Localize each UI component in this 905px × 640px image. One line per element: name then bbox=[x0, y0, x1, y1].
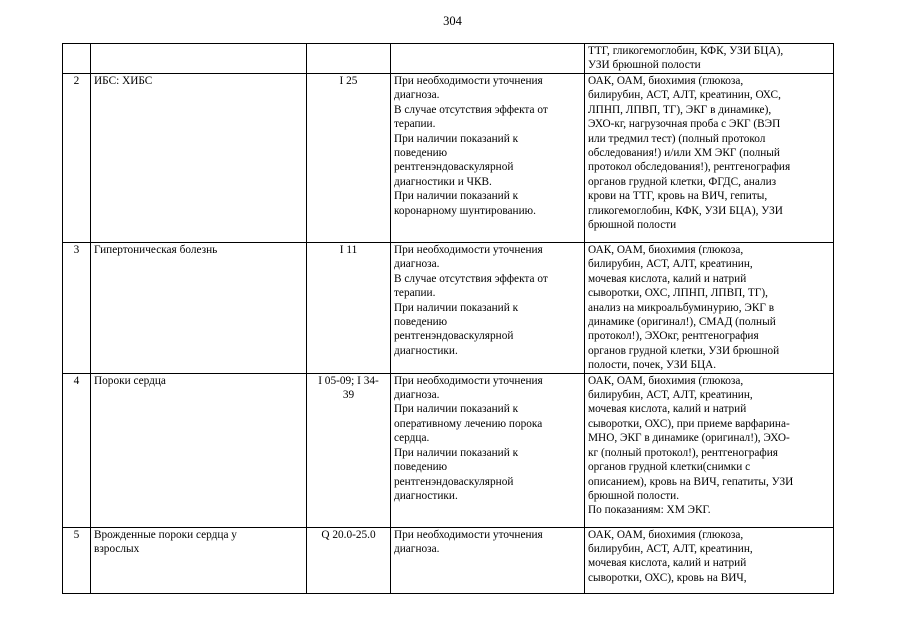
disease-name bbox=[91, 44, 307, 74]
diagnostics-table bbox=[62, 43, 834, 594]
indications-line: рентгенэндоваскулярной bbox=[394, 475, 514, 488]
required-tests-line: билирубин, АСТ, АЛТ, креатинин, bbox=[588, 543, 753, 556]
disease-name-line: Врожденные пороки сердца у bbox=[94, 528, 237, 541]
indications-line: диагноза. bbox=[394, 543, 440, 556]
row-number bbox=[63, 243, 91, 374]
required-tests-line: или тредмил тест) (полный протокол bbox=[588, 132, 766, 145]
icd-code bbox=[307, 243, 391, 374]
table-row bbox=[63, 243, 834, 374]
required-tests bbox=[585, 74, 834, 243]
indications-line: диагноза. bbox=[394, 258, 440, 271]
indications-line: сердца. bbox=[394, 432, 430, 445]
indications-line: поведению bbox=[394, 147, 448, 160]
required-tests-line: сыворотки, ОХС), при приеме варфарина- bbox=[588, 417, 790, 430]
indications-line: При необходимости уточнения bbox=[394, 244, 543, 256]
required-tests-line: органов грудной клетки, ФГДС, анализ bbox=[588, 175, 777, 188]
indications bbox=[391, 373, 585, 527]
required-tests bbox=[585, 527, 834, 593]
required-tests-line: органов грудной клетки, УЗИ брюшной bbox=[588, 344, 780, 357]
indications-line: диагноза. bbox=[394, 389, 440, 402]
required-tests-line: брюшной полости bbox=[588, 219, 677, 232]
indications-line: В случае отсутствия эффекта от bbox=[394, 103, 548, 116]
indications-line: терапии. bbox=[394, 118, 436, 131]
indications-line: поведению bbox=[394, 316, 448, 329]
indications-line: При необходимости уточнения bbox=[394, 374, 543, 387]
required-tests-line: анализ на микроальбуминурию, ЭКГ в bbox=[588, 301, 775, 314]
required-tests-line: мочевая кислота, калий и натрий bbox=[588, 272, 747, 285]
page-number: 304 bbox=[443, 14, 462, 28]
indications-line: При необходимости уточнения bbox=[394, 528, 543, 541]
required-tests-line: ОАК, ОАМ, биохимия (глюкоза, bbox=[588, 528, 744, 541]
disease-name bbox=[91, 243, 307, 374]
required-tests-line: ОАК, ОАМ, биохимия (глюкоза, bbox=[588, 374, 744, 387]
row-number-text: 5 bbox=[73, 528, 80, 541]
table-row bbox=[63, 527, 834, 593]
required-tests-line: По показаниям: ХМ ЭКГ. bbox=[588, 504, 711, 517]
icd-code bbox=[307, 527, 391, 593]
required-tests-line: билирубин, АСТ, АЛТ, креатинин, ОХС, bbox=[588, 89, 781, 102]
icd-code bbox=[307, 44, 391, 74]
required-tests-line: ЛПНП, ЛПВП, ТГ), ЭКГ в динамике), bbox=[588, 103, 772, 116]
indications-line: диагноза. bbox=[394, 89, 440, 102]
required-tests-line: органов грудной клетки(снимки с bbox=[588, 461, 751, 474]
disease-name-text: ИБС: ХИБС bbox=[94, 75, 153, 87]
required-tests bbox=[585, 44, 834, 74]
indications-line: диагностики и ЧКВ. bbox=[394, 175, 492, 188]
indications-line: При наличии показаний к bbox=[394, 190, 519, 203]
required-tests-line: ОАК, ОАМ, биохимия (глюкоза, bbox=[588, 75, 744, 87]
indications-line: При наличии показаний к bbox=[394, 301, 519, 314]
disease-name-line: взрослых bbox=[94, 543, 140, 556]
required-tests-line: обследования!) и/или ХМ ЭКГ (полный bbox=[588, 147, 780, 160]
required-tests-line: УЗИ брюшной полости bbox=[588, 59, 701, 72]
required-tests-line: брюшной полости. bbox=[588, 489, 680, 502]
indications bbox=[391, 74, 585, 243]
required-tests-line: билирубин, АСТ, АЛТ, креатинин, bbox=[588, 258, 753, 271]
indications-line: коронарному шунтированию. bbox=[394, 204, 536, 217]
indications-line: диагностики. bbox=[394, 344, 458, 357]
indications-line: При наличии показаний к bbox=[394, 403, 519, 416]
required-tests bbox=[585, 373, 834, 527]
required-tests-line: ОАК, ОАМ, биохимия (глюкоза, bbox=[588, 244, 744, 256]
row-number-text: 4 bbox=[73, 374, 80, 387]
disease-name-text: Пороки сердца bbox=[94, 374, 166, 387]
disease-name-text: Гипертоническая болезнь bbox=[94, 244, 218, 256]
indications-line: рентгенэндоваскулярной bbox=[394, 161, 514, 174]
required-tests-line: протокол обследования!), рентгенография bbox=[588, 161, 791, 174]
indications-line: При наличии показаний к bbox=[394, 132, 519, 145]
disease-name bbox=[91, 373, 307, 527]
required-tests-line: билирубин, АСТ, АЛТ, креатинин, bbox=[588, 389, 753, 402]
required-tests bbox=[585, 243, 834, 374]
icd-code bbox=[307, 373, 391, 527]
icd-code-line: 39 bbox=[342, 389, 355, 402]
indications-line: При необходимости уточнения bbox=[394, 75, 543, 87]
indications-line: оперативному лечению порока bbox=[394, 417, 543, 430]
row-number bbox=[63, 74, 91, 243]
required-tests-line: динамике (оригинал!), СМАД (полный bbox=[588, 316, 776, 329]
disease-name bbox=[91, 74, 307, 243]
indications-line: рентгенэндоваскулярной bbox=[394, 330, 514, 343]
required-tests-line: гликогемоглобин, КФК, УЗИ БЦА), УЗИ bbox=[588, 204, 783, 217]
row-number-text: 2 bbox=[73, 75, 80, 87]
indications-line: поведению bbox=[394, 461, 448, 474]
row-number bbox=[63, 373, 91, 527]
required-tests-line: ЭХО-кг, нагрузочная проба с ЭКГ (ВЭП bbox=[588, 118, 781, 131]
required-tests-line: протокол!), ЭХОкг, рентгенография bbox=[588, 330, 759, 343]
required-tests-line: МНО, ЭКГ в динамике (оригинал!), ЭХО- bbox=[588, 432, 790, 445]
icd-code-line: I 05-09; I 34- bbox=[318, 374, 379, 387]
indications-line: диагностики. bbox=[394, 489, 458, 502]
indications-line: При наличии показаний к bbox=[394, 446, 519, 459]
required-tests-line: мочевая кислота, калий и натрий bbox=[588, 557, 747, 570]
icd-code-text: I 11 bbox=[339, 244, 358, 256]
required-tests-line: описанием), кровь на ВИЧ, гепатиты, УЗИ bbox=[588, 475, 794, 488]
required-tests-line: кг (полный протокол!), рентгенография bbox=[588, 446, 778, 459]
row-number bbox=[63, 44, 91, 74]
required-tests-line: мочевая кислота, калий и натрий bbox=[588, 403, 747, 416]
required-tests-line: крови на ТТГ, кровь на ВИЧ, гепиты, bbox=[588, 190, 768, 203]
table-row bbox=[63, 44, 834, 74]
indications bbox=[391, 243, 585, 374]
indications-line: В случае отсутствия эффекта от bbox=[394, 272, 548, 285]
table-row bbox=[63, 373, 834, 527]
icd-code-text: Q 20.0-25.0 bbox=[321, 528, 376, 541]
row-number bbox=[63, 527, 91, 593]
icd-code bbox=[307, 74, 391, 243]
required-tests-line: сыворотки, ОХС, ЛПНП, ЛПВП, ТГ), bbox=[588, 287, 768, 300]
indications bbox=[391, 44, 585, 74]
row-number-text: 3 bbox=[73, 244, 80, 256]
disease-name bbox=[91, 527, 307, 593]
icd-code-text: I 25 bbox=[339, 75, 358, 87]
indications bbox=[391, 527, 585, 593]
required-tests-line: ТТГ, гликогемоглобин, КФК, УЗИ БЦА), bbox=[588, 45, 784, 57]
required-tests-line: полости, почек, УЗИ БЦА. bbox=[588, 359, 717, 372]
required-tests-line: сыворотки, ОХС), кровь на ВИЧ, bbox=[588, 571, 747, 584]
table-row bbox=[63, 74, 834, 243]
indications-line: терапии. bbox=[394, 287, 436, 300]
